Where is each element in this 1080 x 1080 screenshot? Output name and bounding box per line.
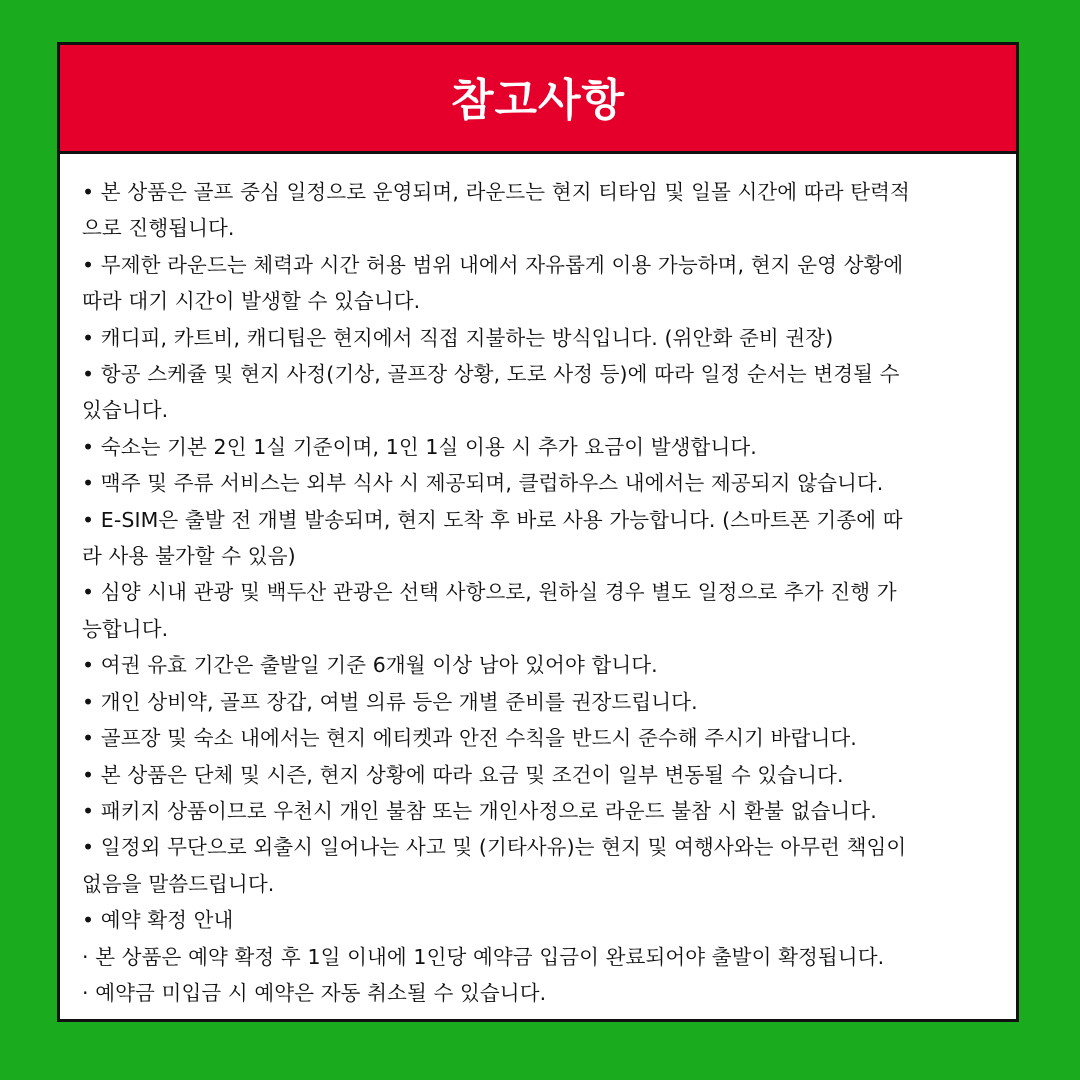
notice-line: 없음을 말씀드립니다. (82, 871, 275, 896)
notice-line: • 무제한 라운드는 체력과 시간 허용 범위 내에서 자유롭게 이용 가능하며, 현지 운영 상황에 (82, 252, 904, 277)
notice-line: • 패키지 상품이므로 우천시 개인 불참 또는 개인사정으로 라운드 불참 시 환불 없습니다. (82, 798, 877, 823)
notice-line: 능합니다. (82, 616, 169, 641)
notice-line: · 본 상품은 예약 확정 후 1일 이내에 1인당 예약금 입금이 완료되어야 출발이 확정됩니다. (82, 944, 885, 969)
notice-line: • 개인 상비약, 골프 장갑, 여벌 의류 등은 개별 준비를 권장드립니다. (82, 689, 698, 714)
notice-line: • E-SIM은 출발 전 개별 발송되며, 현지 도착 후 바로 사용 가능합니다. (스마트폰 기종에 따 (82, 507, 903, 532)
notice-line: • 맥주 및 주류 서비스는 외부 식사 시 제공되며, 클럽하우스 내에서는 제공되지 않습니다. (82, 471, 884, 496)
notice-line: • 일정외 무단으로 외출시 일어나는 사고 및 (기타사유)는 현지 및 여행사와는 아무런 책임이 (82, 835, 907, 860)
notice-line: 따라 대기 시간이 발생할 수 있습니다. (82, 289, 421, 314)
notice-content (60, 154, 1016, 1011)
notice-line: • 예약 확정 안내 (82, 908, 234, 933)
notice-line: • 골프장 및 숙소 내에서는 현지 에티켓과 안전 수칙을 반드시 준수해 주시기 바랍니다. (82, 726, 857, 751)
notice-line: • 숙소는 기본 2인 1실 기준이며, 1인 1실 이용 시 추가 요금이 발생합니다. (82, 434, 757, 459)
notice-line: 있습니다. (82, 398, 169, 423)
notice-line: • 여권 유효 기간은 출발일 기준 6개월 이상 남아 있어야 합니다. (82, 653, 658, 678)
notice-line: · 예약금 미입금 시 예약은 자동 취소될 수 있습니다. (82, 980, 547, 1005)
notice-line: • 캐디피, 카트비, 캐디팁은 현지에서 직접 지불하는 방식입니다. (위안화 준비 권장) (82, 325, 834, 350)
notice-line: 으로 진행됩니다. (82, 216, 235, 241)
notice-card (57, 42, 1019, 1022)
page-title: 참고사항 (450, 75, 625, 126)
notice-line: • 본 상품은 단체 및 시즌, 현지 상황에 따라 요금 및 조건이 일부 변동될 수 있습니다. (82, 762, 844, 787)
notice-line: 라 사용 불가할 수 있음) (82, 544, 296, 569)
notice-line: • 심양 시내 관광 및 백두산 관광은 선택 사항으로, 원하실 경우 별도 일정으로 추가 진행 가 (82, 580, 897, 605)
notice-line: • 항공 스케쥴 및 현지 사정(기상, 골프장 상황, 도로 사정 등)에 따라 일정 순서는 변경될 수 (82, 362, 900, 387)
header-banner (60, 45, 1016, 154)
notice-line: • 본 상품은 골프 중심 일정으로 운영되며, 라운드는 현지 티타임 및 일몰 시간에 따라 탄력적 (82, 180, 910, 204)
